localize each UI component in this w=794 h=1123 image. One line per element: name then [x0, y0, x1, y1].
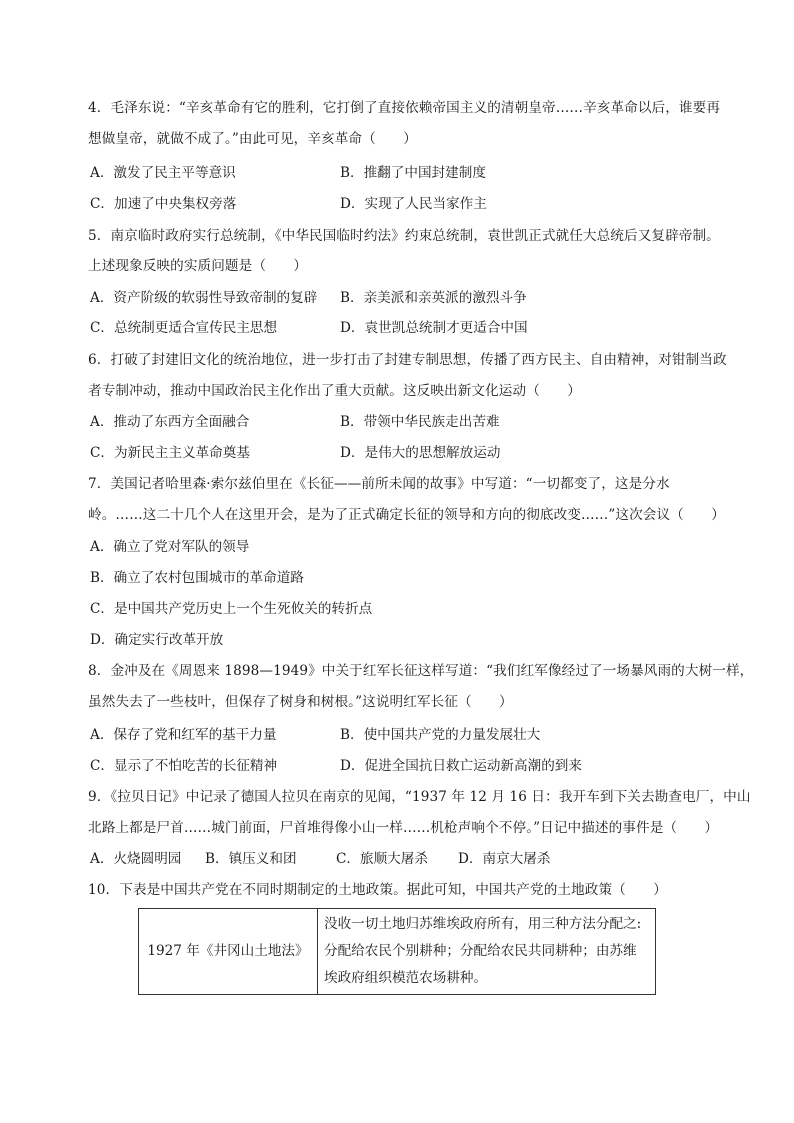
question-5-stem-line-1: 5．南京临时政府实行总统制，《中华民国临时约法》约束总统制，袁世凯正式就任大总统后又复辟帝制。	[88, 228, 720, 244]
question-9-option-c: C．旅顺大屠杀	[336, 851, 428, 867]
question-9-stem-line-1: 9．《拉贝日记》中记录了德国人拉贝在南京的见闻，“1937 年 12 月 16 日：我开车到下关去勘查电厂，中山	[88, 789, 751, 805]
question-7-stem-line-2: 岭。……这二十几个人在这里开会，是为了正式确定长征的领导和方向的彻底改变……”这次会议（ ）	[88, 507, 725, 523]
land-policy-table	[138, 908, 656, 995]
question-9-option-b: B．镇压义和团	[205, 851, 297, 867]
question-4-option-a: A．激发了民主平等意识	[90, 165, 236, 181]
question-6-stem-line-1: 6．打破了封建旧文化的统治地位，进一步打击了封建专制思想，传播了西方民主、自由精神，对钳制当政	[88, 352, 727, 368]
question-4-option-b: B．推翻了中国封建制度	[340, 165, 486, 181]
question-8-option-a: A．保存了党和红军的基干力量	[90, 727, 277, 743]
question-8-stem-line-1: 8．金冲及在《周恩来 1898—1949》中关于红军长征这样写道：“我们红军像经过了一场暴风雨的大树一样，	[88, 663, 754, 679]
question-4-option-d: D．实现了人民当家作主	[340, 196, 487, 212]
table-row	[139, 909, 656, 995]
question-6-option-d: D．是伟大的思想解放运动	[340, 445, 501, 461]
question-9-stem-line-2: 北路上都是尸首……城门前面，尸首堆得像小山一样……机枪声响个不停。”日记中描述的事件是（ ）	[88, 820, 719, 836]
question-8-option-d: D．促进全国抗日救亡运动新高潮的到来	[340, 758, 582, 774]
question-5-option-b: B．亲美派和亲英派的激烈斗争	[340, 290, 527, 306]
table-cell-year: 1927 年《井冈山土地法》	[139, 909, 318, 995]
question-9-option-d: D．南京大屠杀	[458, 851, 551, 867]
question-7-option-b: B．确立了农村包围城市的革命道路	[90, 570, 304, 586]
question-6-option-b: B．带领中华民族走出苦难	[340, 414, 500, 430]
table-content-line-2: 分配给农民个别耕种；分配给农民共同耕种；由苏维	[324, 943, 637, 959]
table-cell-content	[318, 909, 656, 995]
question-5-option-c: C．总统制更适合宣传民主思想	[90, 320, 278, 336]
question-5-stem-line-2: 上述现象反映的实质问题是（ ）	[88, 258, 308, 274]
question-7-stem-line-1: 7．美国记者哈里森·索尔兹伯里在《长征——前所未闻的故事》中写道：“一切都变了，这是分水	[88, 476, 670, 492]
question-5-option-d: D．袁世凯总统制才更适合中国	[340, 320, 528, 336]
question-6-stem-line-2: 者专制冲动，推动中国政治民主化作出了重大贡献。这反映出新文化运动（ ）	[88, 383, 581, 399]
question-6-option-a: A．推动了东西方全面融合	[90, 414, 250, 430]
question-8-stem-line-2: 虽然失去了一些枝叶，但保存了树身和树根。”这说明红军长征（ ）	[88, 694, 513, 710]
question-8-option-c: C．显示了不怕吃苦的长征精神	[90, 758, 278, 774]
question-6-option-c: C．为新民主主义革命奠基	[90, 445, 250, 461]
question-4-stem-line-1: 4．毛泽东说：“辛亥革命有它的胜利，它打倒了直接依赖帝国主义的清朝皇帝……辛亥革命以后，谁要再	[88, 100, 721, 116]
question-4-option-c: C．加速了中央集权旁落	[90, 196, 237, 212]
table-content-line-3: 埃政府组织模范农场耕种。	[324, 970, 488, 986]
table-content-line-1: 没收一切土地归苏维埃政府所有，用三种方法分配之:	[324, 916, 642, 932]
question-7-option-d: D．确定实行改革开放	[90, 632, 224, 648]
question-7-option-a: A．确立了党对军队的领导	[90, 539, 250, 555]
question-5-option-a: A．资产阶级的软弱性导致帝制的复辟	[90, 290, 318, 306]
question-9-option-a: A．火烧圆明园	[90, 851, 182, 867]
question-8-option-b: B．使中国共产党的力量发展壮大	[340, 727, 541, 743]
question-10-stem: 10．下表是中国共产党在不同时期制定的土地政策。据此可知，中国共产党的土地政策（ ）	[88, 882, 667, 898]
question-4-stem-line-2: 想做皇帝，就做不成了。”由此可见，辛亥革命（ ）	[88, 131, 417, 147]
question-7-option-c: C．是中国共产党历史上一个生死攸关的转折点	[90, 601, 373, 617]
